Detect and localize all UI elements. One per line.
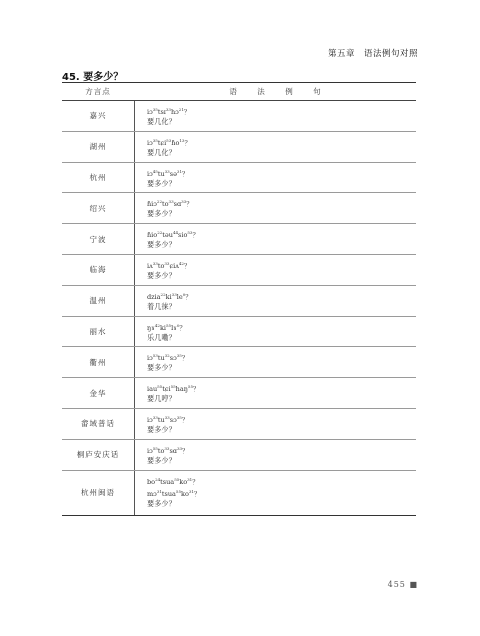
syllable: hɔ (170, 108, 179, 116)
syllable: le (176, 292, 183, 301)
example-transcription (147, 351, 416, 363)
syllable: ？ (181, 354, 189, 363)
example-gloss (147, 148, 416, 158)
syllable: tu (157, 415, 165, 424)
syllable: ɦo (171, 138, 180, 147)
tone-mark: 53 (166, 137, 172, 143)
example-cell (135, 101, 416, 131)
syllable: to (162, 200, 169, 209)
tone-mark: 13 (179, 137, 185, 143)
tone-mark: 53 (187, 230, 193, 236)
syllable: sɑ (169, 446, 177, 455)
example-transcription (147, 105, 416, 117)
example-transcription (147, 290, 416, 302)
tone-mark: 33 (164, 445, 170, 451)
syllable: tɕi (162, 385, 171, 394)
header-place: 方言点 (85, 87, 111, 96)
example-gloss (147, 499, 416, 509)
syllable: sio (178, 231, 188, 240)
table-row (62, 101, 416, 132)
example-gloss (147, 363, 416, 373)
syllable: tu (157, 354, 165, 363)
tone-mark: 45 (152, 168, 158, 174)
tone-mark: 31 (187, 476, 193, 482)
syllable: tsua (161, 489, 176, 498)
syllable: to (157, 446, 165, 455)
tone-mark: 35 (152, 137, 158, 143)
tone-mark: 33 (164, 414, 170, 420)
dialect-place: 湖州 (62, 132, 135, 162)
tone-mark: 31 (188, 488, 194, 494)
syllable: ɦio (147, 231, 158, 240)
dialect-place: 丽水 (62, 317, 135, 347)
example-gloss (147, 240, 416, 250)
example-cell (135, 409, 416, 439)
syllable: ko (179, 477, 188, 486)
example-cell (135, 286, 416, 316)
dialect-place: 绍兴 (62, 193, 135, 223)
tone-mark: 35 (176, 414, 182, 420)
syllable: ？ (183, 261, 191, 270)
syllable: 乐几嘞？ (147, 332, 176, 342)
syllable: 要多少？ (147, 270, 176, 280)
syllable: ？ (183, 108, 191, 116)
tone-mark: 33 (168, 199, 174, 205)
syllable: to (157, 261, 165, 270)
syllable: sɔ (169, 354, 177, 363)
tone-mark: 55 (152, 445, 158, 451)
example-transcription (147, 487, 416, 499)
example-cell (135, 317, 416, 347)
tone-mark: 22 (160, 291, 166, 297)
dialect-place: 宁波 (62, 224, 135, 254)
syllable: ko (181, 489, 189, 498)
example-gloss (147, 456, 416, 466)
syllable: 着几徕？ (147, 301, 176, 311)
tone-mark: 55 (175, 488, 182, 494)
tone-mark: 33 (152, 414, 158, 420)
syllable: ？ (193, 489, 201, 498)
syllable: 要多少？ (147, 498, 176, 508)
syllable: iɔ (147, 354, 153, 363)
table-row (62, 471, 416, 515)
syllable: iɔ (147, 446, 153, 455)
dialect-place: 杭州 (62, 163, 135, 193)
table-row (62, 224, 416, 255)
table-row (62, 317, 416, 348)
example-transcription (147, 197, 416, 209)
table-row (62, 409, 416, 440)
section-title: 45. 要多少？ (62, 72, 124, 83)
tone-mark: 55 (157, 384, 163, 390)
syllable: iɔ (147, 138, 153, 147)
example-cell (135, 378, 416, 408)
example-cell (135, 471, 416, 515)
tone-mark: 24 (155, 476, 161, 482)
tone-mark: 55 (165, 322, 172, 328)
dialect-place: 金华 (62, 378, 135, 408)
dialect-place: 杭州闽语 (62, 471, 135, 515)
tone-mark: 32 (164, 353, 170, 359)
tone-mark: 35 (152, 107, 158, 112)
syllable: bo (147, 477, 156, 486)
syllable: mɔ (147, 489, 157, 498)
syllable: ？ (186, 200, 193, 209)
tone-mark: 55 (174, 476, 180, 482)
tone-mark: 0 (182, 291, 186, 297)
example-transcription (147, 259, 416, 271)
example-gloss (147, 209, 416, 219)
dialect-place: 桐庐安庆话 (62, 440, 135, 470)
tone-mark: 55 (187, 384, 194, 390)
syllable: iɔ (147, 169, 153, 178)
tone-mark: 35 (176, 353, 182, 359)
syllable: haŋ (175, 385, 188, 394)
syllable: 要多少？ (147, 455, 176, 465)
syllable: dzia (147, 292, 161, 301)
syllable: ɕiʌ (169, 261, 179, 270)
syllable: 要多少？ (147, 424, 176, 434)
tone-mark: 33 (176, 445, 183, 451)
tone-mark: 33 (164, 260, 170, 266)
header-examples: 语 法 例 句 (229, 87, 321, 96)
syllable: ki (159, 323, 166, 332)
tone-mark: 33 (164, 168, 170, 174)
syllable: ？ (193, 385, 200, 394)
syllable: iau (147, 385, 158, 394)
table-row (62, 132, 416, 163)
syllable: 要几哼？ (147, 394, 176, 404)
syllable: 要多少？ (147, 209, 176, 219)
syllable: sɑ (173, 200, 182, 209)
syllable: tɕi (157, 138, 167, 147)
syllable: ki (165, 292, 172, 301)
syllable: ？ (184, 138, 191, 147)
dialect-place: 畲域普话 (62, 409, 135, 439)
tone-mark: 42 (178, 260, 184, 266)
example-cell (135, 224, 416, 254)
syllable: ？ (182, 446, 189, 455)
grammar-examples-table (62, 82, 416, 516)
example-transcription (147, 382, 416, 394)
tone-mark: 31 (156, 488, 162, 494)
syllable: ？ (179, 323, 186, 332)
dialect-place: 衢州 (62, 347, 135, 377)
syllable: 要多少？ (147, 363, 176, 373)
syllable: ŋɤ (147, 323, 155, 332)
tone-mark: 33 (152, 260, 158, 266)
page-number: 455 ■ (387, 580, 418, 589)
syllable: 要多少？ (147, 240, 176, 250)
tone-mark: 21 (178, 107, 184, 112)
syllable: iɔ (147, 108, 153, 116)
tone-mark: 33 (165, 107, 171, 112)
syllable: ？ (181, 415, 189, 424)
dialect-place: 嘉兴 (62, 101, 135, 131)
example-gloss (147, 271, 416, 281)
table-header (62, 83, 416, 101)
tone-mark: 42 (154, 322, 160, 328)
tone-mark: 33 (181, 199, 187, 205)
example-transcription (147, 413, 416, 425)
example-cell (135, 163, 416, 193)
example-gloss (147, 425, 416, 435)
syllable: sɔ (169, 415, 177, 424)
syllable: ？ (182, 169, 189, 178)
example-cell (135, 347, 416, 377)
syllable: ？ (185, 292, 192, 301)
example-gloss (147, 333, 416, 343)
tone-mark: 0 (176, 322, 180, 328)
syllable: iɔ (147, 415, 153, 424)
syllable: 要几化？ (147, 117, 176, 126)
example-gloss (147, 179, 416, 189)
tone-mark: 22 (156, 199, 162, 205)
syllable: iʌ (147, 261, 153, 270)
table-row (62, 286, 416, 317)
tone-mark: 55 (170, 384, 176, 390)
example-cell (135, 193, 416, 223)
tone-mark: 44 (172, 230, 179, 236)
example-cell (135, 440, 416, 470)
example-transcription (147, 444, 416, 456)
example-gloss (147, 302, 416, 312)
table-row (62, 193, 416, 224)
syllable: tsua (160, 477, 175, 486)
syllable: lɤ (171, 323, 177, 332)
example-transcription (147, 475, 416, 487)
tone-mark: 33 (171, 291, 177, 297)
dialect-place: 临海 (62, 255, 135, 285)
syllable: tu (157, 169, 165, 178)
example-transcription (147, 321, 416, 333)
tone-mark: 22 (157, 230, 163, 236)
syllable: sə (169, 169, 177, 178)
example-transcription (147, 136, 416, 148)
syllable: tsɪ (157, 108, 166, 116)
syllable: təu (162, 231, 173, 240)
table-body (62, 101, 416, 515)
tone-mark: 31 (176, 168, 183, 174)
example-gloss (147, 117, 416, 127)
example-cell (135, 132, 416, 162)
syllable: 要几化？ (147, 147, 176, 157)
table-row (62, 378, 416, 409)
table-row (62, 347, 416, 378)
example-cell (135, 255, 416, 285)
syllable: ？ (192, 231, 199, 240)
syllable: 要多少？ (147, 178, 176, 188)
syllable: ？ (192, 477, 199, 486)
running-head: 第五章 语法例句对照 (327, 49, 418, 59)
table-row (62, 440, 416, 471)
tone-mark: 53 (152, 353, 158, 359)
dialect-place: 温州 (62, 286, 135, 316)
example-transcription (147, 228, 416, 240)
table-row (62, 255, 416, 286)
example-transcription (147, 167, 416, 179)
example-gloss (147, 394, 416, 404)
syllable: ɦiɔ (147, 200, 157, 209)
table-row (62, 163, 416, 194)
